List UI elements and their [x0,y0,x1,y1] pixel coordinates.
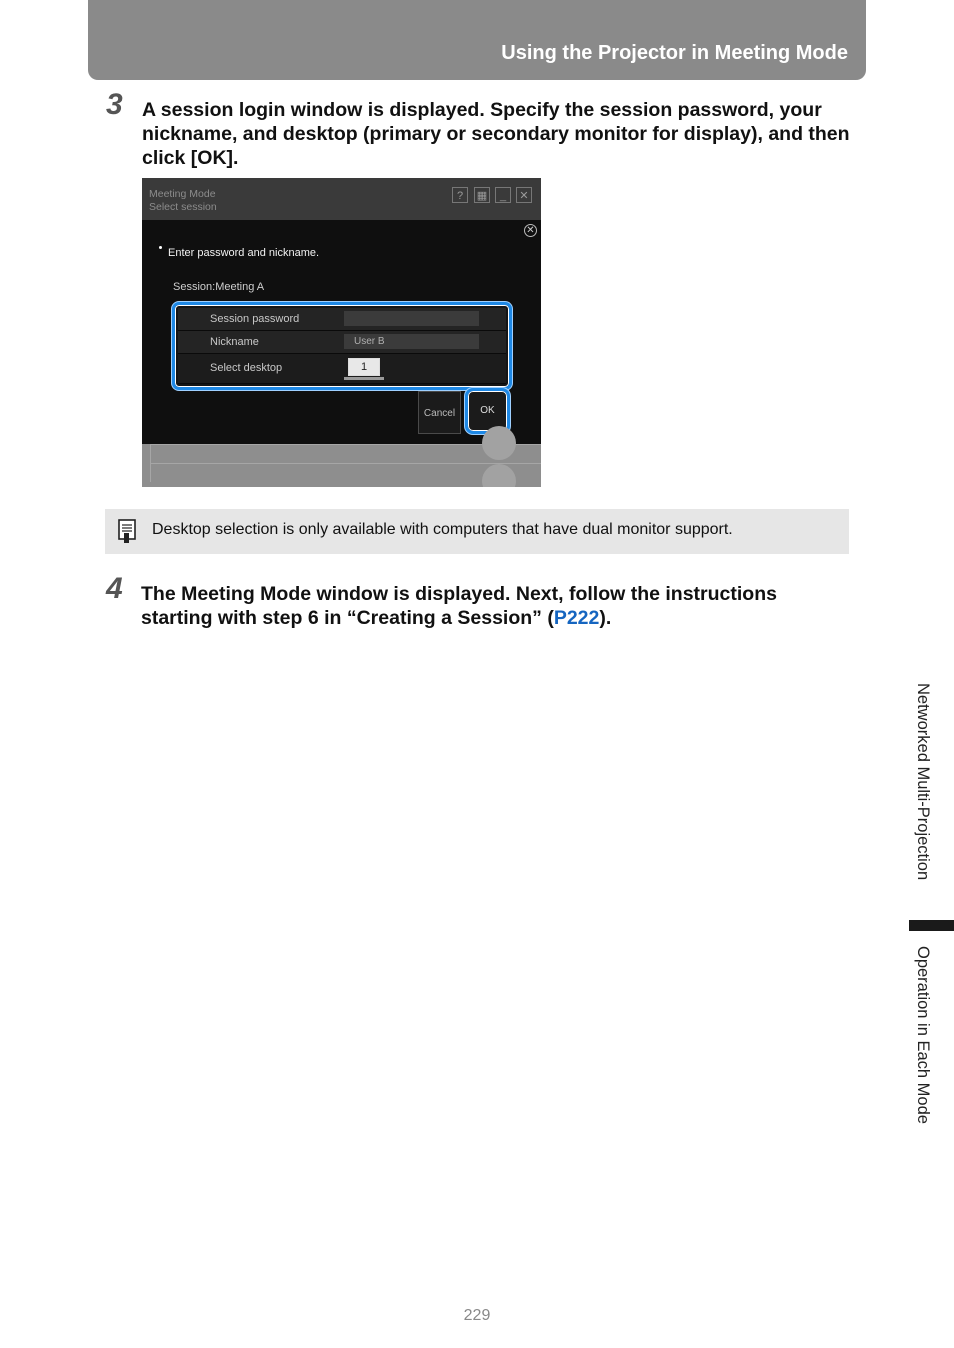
page-number: 229 [463,1307,491,1324]
session-login-window [142,178,541,487]
bullet-icon [159,246,162,249]
side-tab-section[interactable]: Networked Multi-Projection [914,683,932,881]
page-link-p222[interactable]: P222 [553,607,600,629]
note-box [105,509,849,554]
password-field[interactable] [344,311,479,326]
desktop-label: Select desktop [210,362,283,374]
nickname-label: Nickname [210,336,259,348]
page-header [88,0,866,80]
session-name: Session:Meeting A [173,281,265,293]
memo-icon [118,519,136,544]
desktop-row [178,354,506,384]
step-4-text-after: ). [599,607,612,629]
monitor-stand [344,377,384,380]
monitor-icon[interactable]: 1 [348,358,380,376]
side-tab-subsection[interactable]: Operation in Each Mode [914,946,932,1124]
cancel-button[interactable]: Cancel [418,391,461,434]
password-row [178,308,506,331]
background-circle [482,426,516,460]
minimize-icon[interactable]: _ [495,187,511,203]
window-titlebar [142,178,541,220]
close-icon[interactable]: ✕ [516,187,532,203]
step-4-text-before: The Meeting Mode window is displayed. Next, follow the instructions starting with step 6 in “Creating a Session” ( [141,583,777,629]
step-3-text: A session login window is displayed. Specify the session password, your nickname, and desktop (primary or secondary monitor for display), and then click [OK]. [142,99,850,169]
side-tab-marker [909,920,954,931]
step-3-number: 3 [106,88,123,121]
nickname-row [178,331,506,354]
dialog-close-icon[interactable]: ✕ [524,224,537,237]
step-4-text [141,582,841,630]
grid-icon[interactable]: ▦ [474,187,490,203]
ok-button[interactable]: OK [465,388,510,434]
login-prompt: Enter password and nickname. [168,247,320,259]
window-background-list [142,444,541,487]
note-text: Desktop selection is only available with computers that have dual monitor support. [152,521,733,538]
login-form [172,302,512,390]
nickname-field[interactable]: User B [344,334,479,349]
password-label: Session password [210,313,300,325]
step-4-number: 4 [106,572,123,605]
page-title: Using the Projector in Meeting Mode [501,42,848,64]
window-subtitle: Select session [149,201,217,213]
window-title: Meeting Mode [149,188,216,200]
help-icon[interactable]: ? [452,187,468,203]
